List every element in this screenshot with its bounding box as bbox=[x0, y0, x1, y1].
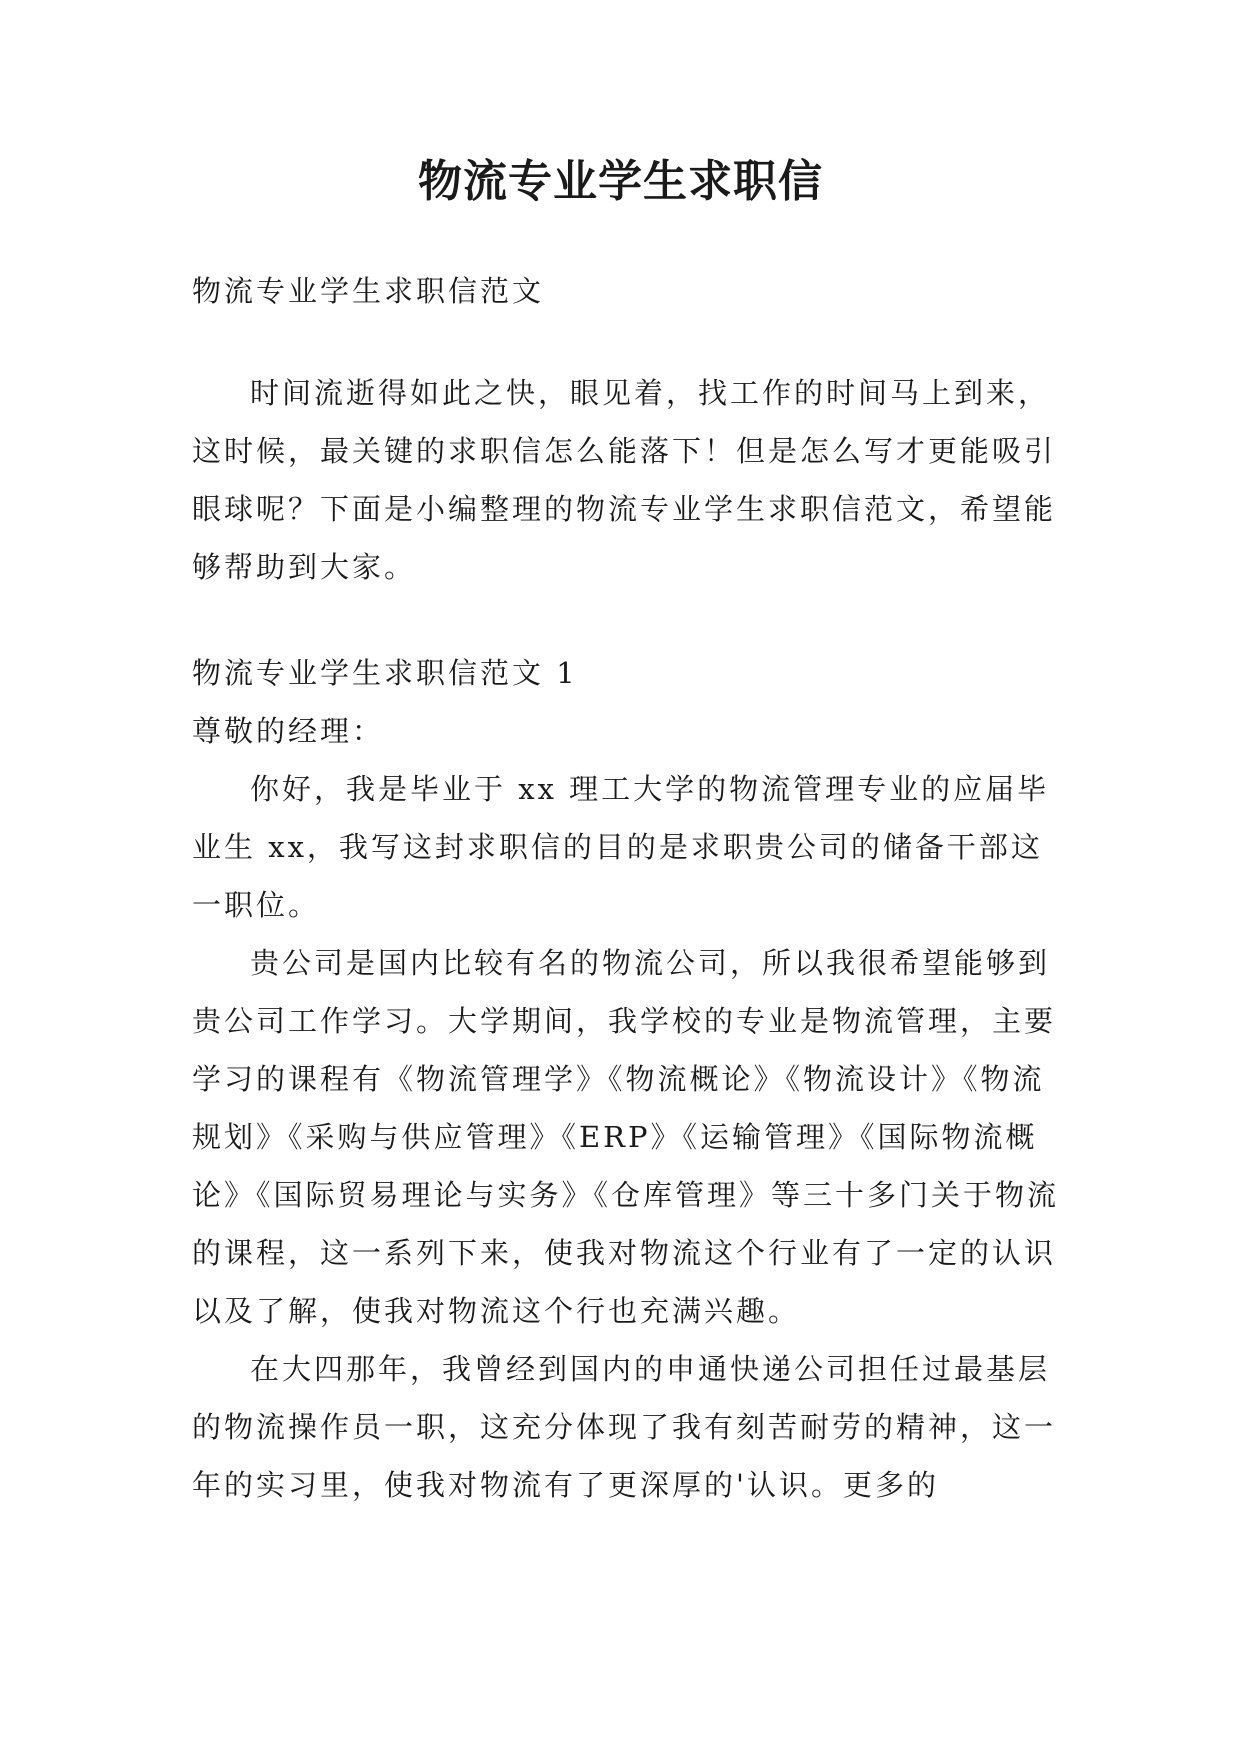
document-body bbox=[192, 262, 1062, 1514]
body-paragraph-3: 在大四那年，我曾经到国内的申通快递公司担任过最基层的物流操作员一职，这充分体现了我有刻苦耐劳的精神，这一年的实习里，使我对物流有了更深厚的'认识。更多的 bbox=[192, 1352, 1057, 1502]
salutation: 尊敬的经理： bbox=[192, 714, 385, 748]
body-paragraph-1: 你好，我是毕业于 xx 理工大学的物流管理专业的应届毕业生 xx，我写这封求职信的目的是求职贵公司的储备干部这一职位。 bbox=[192, 772, 1050, 922]
section-heading: 物流专业学生求职信范文 1 bbox=[192, 656, 578, 690]
body-paragraph-2: 贵公司是国内比较有名的物流公司，所以我很希望能够到贵公司工作学习。大学期间，我学校的专业是物流管理，主要学习的课程有《物流管理学》《物流概论》《物流设计》《物流规划》《采购与供应管理》《ERP》《运输管理》《国际物流概论》《国际贸易理论与实务》《仓库管理》等三十多门关于物流的课程，这一系列下来，使我对物流这个行业有了一定的认识以及了解，使我对物流这个行也充满兴趣。 bbox=[192, 946, 1060, 1328]
intro-paragraph: 时间流逝得如此之快，眼见着，找工作的时间马上到来，这时候，最关键的求职信怎么能落下！但是怎么写才更能吸引眼球呢？下面是小编整理的物流专业学生求职信范文，希望能够帮助到大家。 bbox=[192, 376, 1057, 584]
document-title: 物流专业学生求职信 bbox=[418, 156, 823, 207]
document-subtitle: 物流专业学生求职信范文 bbox=[192, 274, 545, 308]
